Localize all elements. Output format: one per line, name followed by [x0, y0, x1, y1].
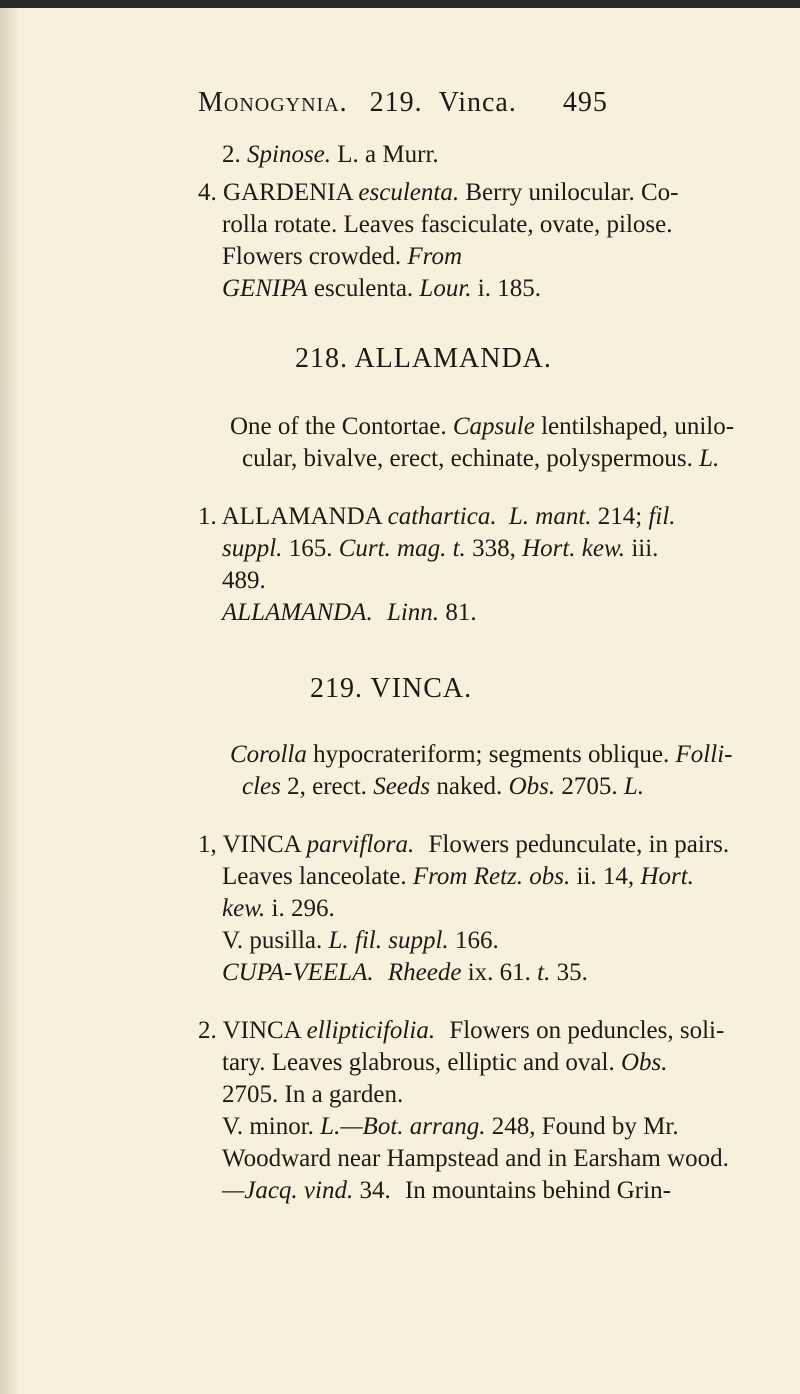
- plate-label: t.: [452, 535, 466, 562]
- genus-name: VINCA: [222, 1017, 301, 1044]
- synonym-genus: GENIPA: [222, 275, 308, 302]
- species-name: parviflora.: [306, 831, 415, 858]
- author: From Retz.: [412, 863, 524, 890]
- entry-number: 2.: [198, 1017, 217, 1044]
- text-line: [198, 830, 729, 860]
- description: naked.: [436, 773, 503, 800]
- work: fil.: [354, 927, 382, 954]
- term: cles: [242, 773, 281, 800]
- genus-heading: 218. ALLAMANDA.: [295, 343, 552, 374]
- entry-number: 2.: [222, 141, 241, 168]
- work: fil.: [648, 503, 676, 530]
- text-line: [222, 1048, 668, 1078]
- species-name: esculenta.: [358, 179, 460, 206]
- work: kew.: [222, 895, 266, 922]
- text-line: [198, 178, 679, 208]
- text-line: [222, 1176, 671, 1206]
- text-line: [222, 274, 541, 304]
- text-line: [222, 958, 588, 988]
- author: L.: [623, 773, 645, 800]
- citation: 214;: [597, 503, 643, 530]
- synonym: V. pusilla.: [222, 927, 323, 954]
- variety-name: Spinose.: [247, 141, 332, 168]
- author: Linn.: [386, 599, 440, 626]
- citation: 34.: [359, 1177, 391, 1204]
- work: kew.: [581, 535, 626, 562]
- genus-name: VINCA: [222, 831, 301, 858]
- text-line: [222, 534, 658, 564]
- author: Rheede: [387, 959, 462, 986]
- running-head-class: Monogynia.: [198, 87, 348, 118]
- term: Folli-: [675, 741, 733, 768]
- text-line: [222, 242, 462, 272]
- term: Seeds: [373, 773, 431, 800]
- description: Leaves lanceolate.: [222, 863, 407, 890]
- description: tary. Leaves glabrous, elliptic and oval.: [222, 1049, 615, 1076]
- text-line: rolla rotate. Leaves fasciculate, ovate, pilose.: [222, 211, 673, 238]
- author: —Jacq.: [222, 1177, 298, 1204]
- text-line: [242, 444, 719, 474]
- running-head-genus: Vinca.: [438, 87, 517, 118]
- citation: i. 296.: [271, 895, 335, 922]
- entry-number: 4.: [198, 179, 217, 206]
- genus-name: GARDENIA: [223, 179, 353, 206]
- citation: 35.: [556, 959, 588, 986]
- synonym-genus: ALLAMANDA.: [222, 599, 373, 626]
- text-line: 2705. In a garden.: [222, 1081, 404, 1108]
- synonym: V. minor.: [222, 1113, 314, 1140]
- work: mant.: [535, 503, 592, 530]
- description: hypocrateriform; segments oblique.: [313, 741, 670, 768]
- from-word: From: [407, 243, 463, 270]
- text-line: [198, 502, 676, 532]
- citation: 81.: [445, 599, 477, 626]
- text-line: [242, 772, 644, 802]
- citation: iii.: [631, 535, 659, 562]
- text-line: 489.: [222, 567, 266, 594]
- author: Lour.: [419, 275, 472, 302]
- description: Flowers pedunculate, in pairs.: [428, 831, 730, 858]
- work: mag.: [397, 535, 447, 562]
- species-name: cathartica.: [387, 503, 497, 530]
- page-number: 495: [562, 87, 608, 118]
- text-line: [198, 1016, 724, 1046]
- work: Hort.: [640, 863, 694, 890]
- synonym-species: esculenta.: [313, 275, 414, 302]
- citation: ix. 61.: [467, 959, 531, 986]
- text-line: [222, 926, 499, 956]
- text-line: [230, 412, 734, 442]
- text-line: [222, 862, 694, 892]
- work: Obs.: [508, 773, 556, 800]
- text-line: [222, 598, 477, 628]
- work: suppl.: [388, 927, 449, 954]
- author: L.: [508, 503, 530, 530]
- work: suppl.: [222, 535, 283, 562]
- vernacular-name: CUPA-VEELA.: [222, 959, 374, 986]
- description: 2, erect.: [287, 773, 367, 800]
- description: One of the Contortae.: [230, 413, 447, 440]
- work: Hort.: [522, 535, 576, 562]
- running-head-genus-number: 219.: [369, 87, 423, 118]
- author: L.: [699, 445, 720, 472]
- description: Flowers crowded.: [222, 243, 402, 270]
- text-line: [230, 740, 732, 770]
- author: L.—Bot.: [320, 1113, 404, 1140]
- citation: 338,: [472, 535, 516, 562]
- description: cular, bivalve, erect, echinate, polyspermous.: [242, 445, 693, 472]
- genus-name: ALLAMANDA: [221, 503, 382, 530]
- term: Capsule: [452, 413, 535, 440]
- description: lentilshaped, unilo-: [541, 413, 735, 440]
- citation: 2705.: [561, 773, 618, 800]
- entry-number: 1,: [198, 831, 217, 858]
- description: Flowers on peduncles, soli-: [449, 1017, 725, 1044]
- entry-number: 1.: [198, 503, 217, 530]
- species-name: ellipticifolia.: [306, 1017, 436, 1044]
- citation: 248, Found by Mr.: [491, 1113, 679, 1140]
- text-line: [222, 140, 439, 170]
- citation: i. 185.: [477, 275, 541, 302]
- work: Obs.: [620, 1049, 668, 1076]
- work: arrang.: [409, 1113, 486, 1140]
- description: In mountains behind Grin-: [404, 1177, 671, 1204]
- description: Berry unilocular. Co-: [465, 179, 679, 206]
- text-line: [222, 1112, 679, 1142]
- text-line: Woodward near Hampstead and in Earsham wood.: [222, 1145, 729, 1172]
- citation: 166.: [454, 927, 499, 954]
- citation: L. a Murr.: [337, 141, 439, 168]
- plate-label: t.: [537, 959, 551, 986]
- text-line: [222, 894, 335, 924]
- citation: 165.: [288, 535, 333, 562]
- running-head: [198, 88, 608, 118]
- work: vind.: [303, 1177, 354, 1204]
- work: obs.: [529, 863, 571, 890]
- author: L.: [328, 927, 349, 954]
- genus-heading: 219. VINCA.: [310, 673, 473, 704]
- author: Curt.: [338, 535, 391, 562]
- citation: ii. 14,: [576, 863, 635, 890]
- term: Corolla: [230, 741, 307, 768]
